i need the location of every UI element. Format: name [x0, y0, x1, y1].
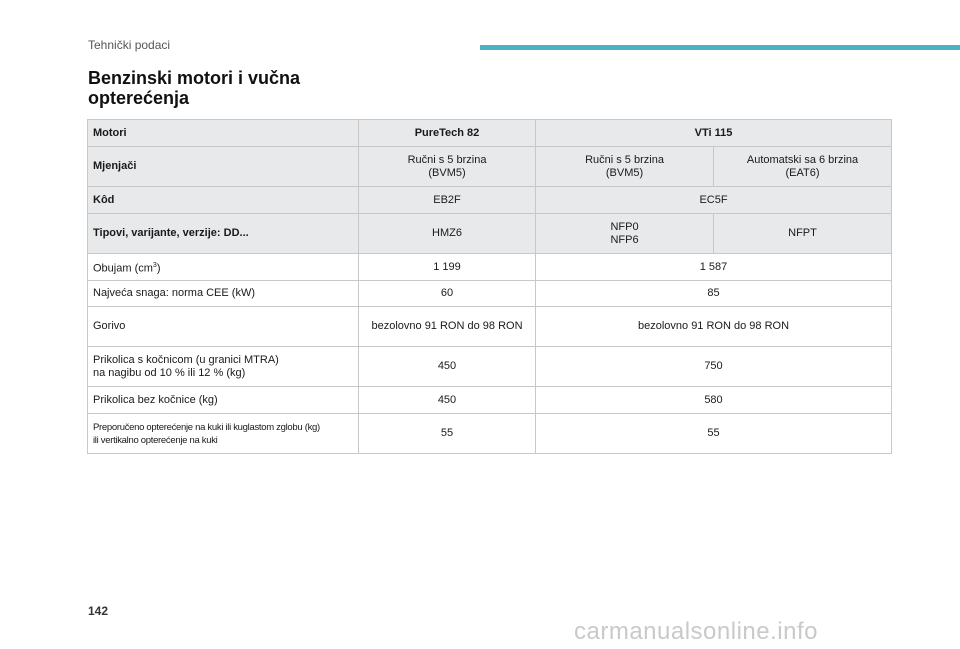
table-row: [88, 214, 892, 254]
row-label: Preporučeno opterećenje na kuki ili kuglastom zglobu (kg) ili vertikalno opterećenje na kuki: [88, 414, 359, 454]
row-label: Prikolica s kočnicom (u granici MTRA) na nagibu od 10 % ili 12 % (kg): [88, 347, 359, 387]
table-cell: bezolovno 91 RON do 98 RON: [536, 307, 892, 347]
table-cell: 1 587: [536, 254, 892, 281]
table-cell: EB2F: [359, 187, 536, 214]
page-title: [88, 68, 408, 108]
watermark: carmanualsonline.info: [574, 618, 818, 645]
engine-specs-table: [87, 119, 892, 454]
table-cell: 55: [536, 414, 892, 454]
page-number: 142: [88, 604, 109, 618]
row-label: Kôd: [88, 187, 359, 214]
table-cell: 750: [536, 347, 892, 387]
table-cell: bezolovno 91 RON do 98 RON: [359, 307, 536, 347]
header-accent-bar: [480, 45, 960, 50]
table-row: [88, 387, 892, 414]
table-cell: HMZ6: [359, 214, 536, 254]
row-label: Motori: [88, 120, 359, 147]
page-title-line-1: Benzinski motori i vučna: [88, 68, 301, 88]
table-row: [88, 120, 892, 147]
table-row: [88, 347, 892, 387]
engine-name: PureTech 82: [359, 120, 536, 147]
table-cell: 450: [359, 347, 536, 387]
table-row: [88, 281, 892, 307]
table-cell: 580: [536, 387, 892, 414]
row-label: Najveća snaga: norma CEE (kW): [88, 281, 359, 307]
row-label: Prikolica bez kočnice (kg): [88, 387, 359, 414]
row-label: Obujam $(cm^3)$: [88, 254, 359, 281]
table-row: [88, 187, 892, 214]
table-cell: 450: [359, 387, 536, 414]
row-label: Mjenjači: [88, 147, 359, 187]
section-label: Tehnički podaci: [88, 38, 171, 52]
page-title-line-2: opterećenja: [88, 88, 190, 108]
table-cell: 1 199: [359, 254, 536, 281]
table-cell: 60: [359, 281, 536, 307]
table-cell: NFPT: [714, 214, 892, 254]
row-label: Tipovi, varijante, verzije: DD...: [88, 214, 359, 254]
table-row: [88, 307, 892, 347]
table-cell: Ručni s 5 brzina (BVM5): [536, 147, 714, 187]
table-cell: Automatski sa 6 brzina (EAT6): [714, 147, 892, 187]
table-row: [88, 414, 892, 454]
table-cell: 55: [359, 414, 536, 454]
row-label: Gorivo: [88, 307, 359, 347]
table-row: [88, 147, 892, 187]
table-cell: Ručni s 5 brzina (BVM5): [359, 147, 536, 187]
table-cell: NFP0 NFP6: [536, 214, 714, 254]
table-cell: 85: [536, 281, 892, 307]
table-row: [88, 254, 892, 281]
table-cell: EC5F: [536, 187, 892, 214]
engine-name: VTi 115: [536, 120, 892, 147]
